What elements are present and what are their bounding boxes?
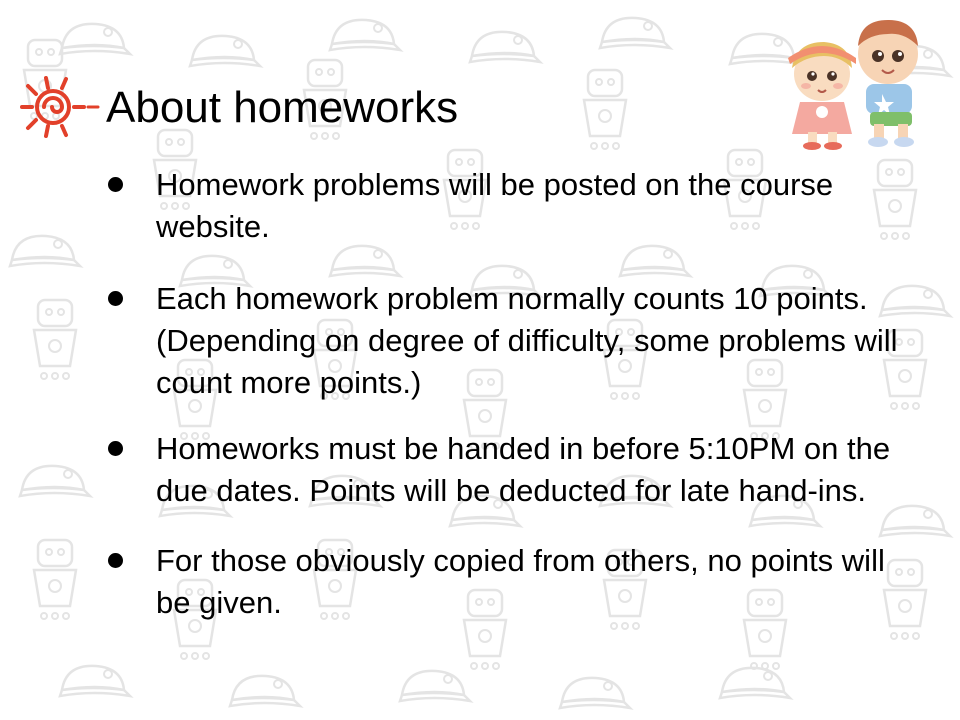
bullet-dot-icon [108,553,123,568]
kids-illustration [770,12,960,152]
bullet-text: For those obviously copied from others, no points will be given. [156,543,885,620]
bullet-dot-icon [108,177,123,192]
bullet-dot-icon [108,291,123,306]
bullet-text: Homework problems will be posted on the course website. [156,167,834,244]
list-item [108,428,908,512]
list-item [108,164,908,248]
bullet-text: Homeworks must be handed in before 5:10PM on the due dates. Points will be deducted for late hand-ins. [156,431,891,508]
bullet-dot-icon [108,441,123,456]
bullet-list [108,164,908,654]
list-item [108,278,908,404]
sun-swirl-icon [18,76,100,138]
list-item [108,540,908,624]
bullet-text: Each homework problem normally counts 10 points. (Depending on degree of difficulty, some problems will count more points.) [156,281,898,400]
slide-title: About homeworks [106,83,459,132]
